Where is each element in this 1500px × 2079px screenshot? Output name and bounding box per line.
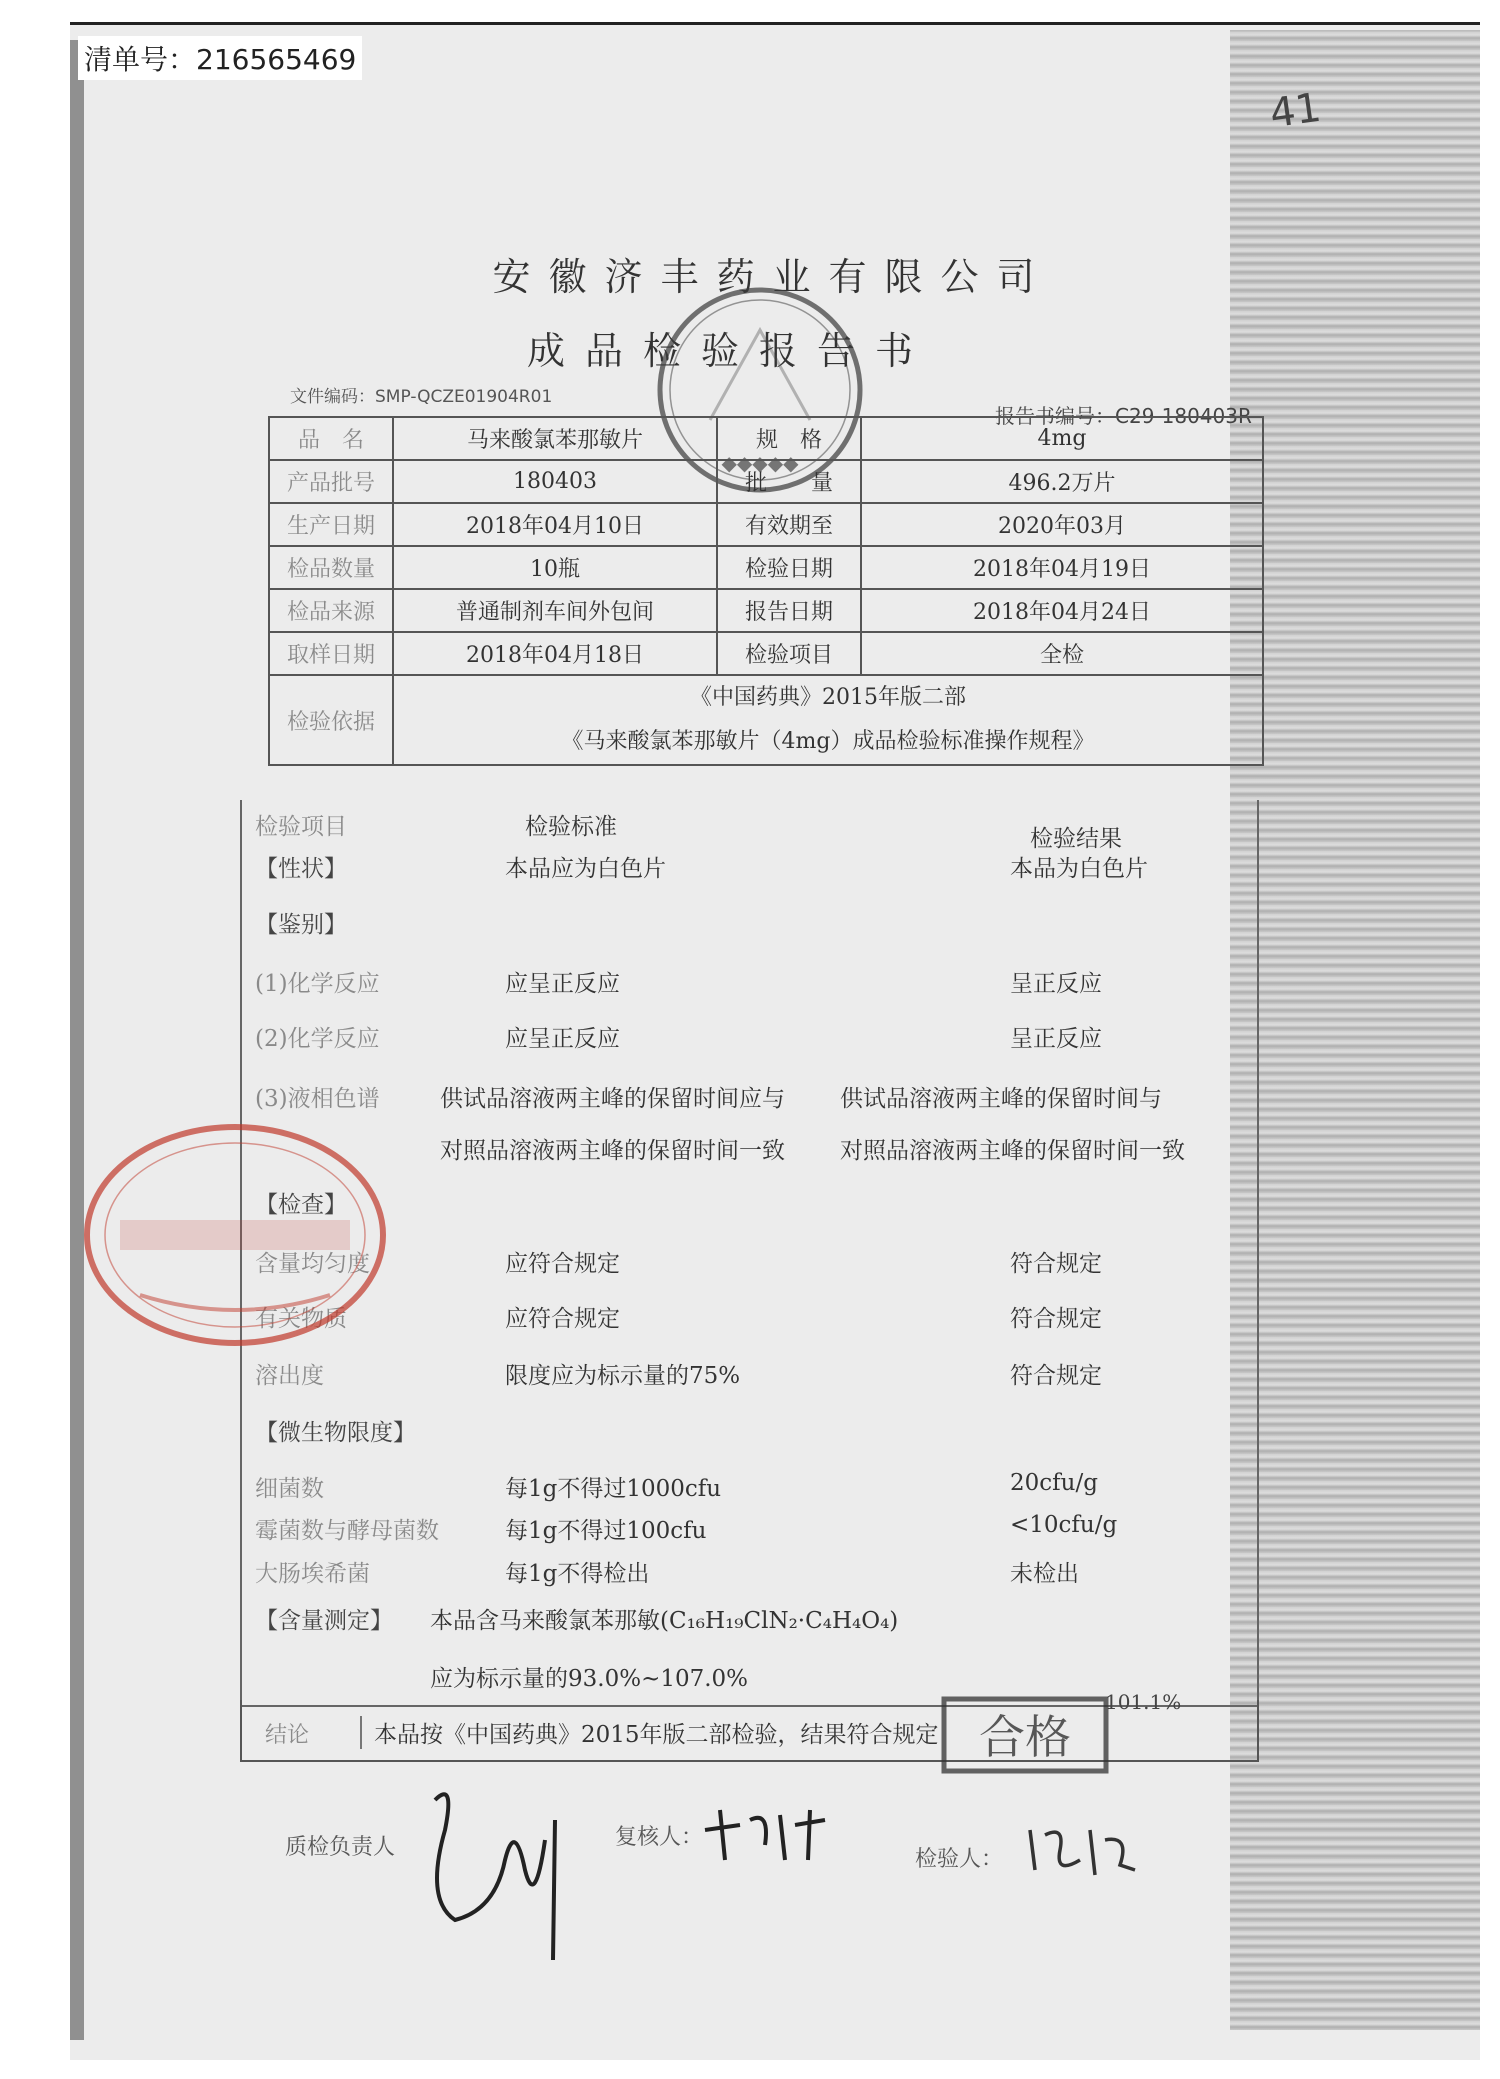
- value-batch: 180403: [393, 460, 717, 503]
- test-item: 【含量测定】: [255, 1608, 393, 1634]
- content-result: 101.1%: [1105, 1690, 1182, 1714]
- conclusion-text: 本品按《中国药典》2015年版二部检验，结果符合规定: [360, 1716, 1024, 1749]
- report-number: 报告书编号：C29-180403R: [995, 404, 1252, 428]
- test-result: <10cfu/g: [1010, 1512, 1118, 1538]
- value-test-basis: [393, 675, 1263, 765]
- test-result: 符合规定: [1010, 1251, 1102, 1277]
- test-item: 溶出度: [255, 1363, 324, 1389]
- red-quality-seal: [80, 1120, 390, 1350]
- test-item: (3)液相色谱: [255, 1086, 380, 1112]
- test-result: 符合规定: [1010, 1363, 1102, 1389]
- value-expiry: 2020年03月: [861, 503, 1263, 546]
- test-row: [0, 1414, 1500, 1454]
- test-basis-line-2: 《马来酸氯苯那敏片（4mg）成品检验标准操作规程》: [561, 729, 1095, 754]
- reviewer-label: 复核人：: [615, 1825, 704, 1850]
- test-item: 细菌数: [255, 1476, 324, 1502]
- value-spec: 4mg: [861, 417, 1263, 460]
- test-result: 呈正反应: [1010, 971, 1102, 997]
- qualified-stamp: [940, 1695, 1110, 1775]
- test-item: 含量均匀度: [255, 1251, 370, 1277]
- test-item: 【检查】: [255, 1192, 347, 1218]
- test-row: [0, 1660, 1500, 1700]
- test-standard: 应符合规定: [505, 1251, 620, 1277]
- label-product: 品 名: [269, 417, 393, 460]
- test-row: [0, 906, 1500, 946]
- test-item: 霉菌数与酵母菌数: [255, 1518, 439, 1544]
- list-number: 清单号：216565469: [78, 36, 362, 80]
- test-item: 【性状】: [255, 856, 347, 882]
- report-title: 成品检验报告书: [526, 329, 933, 373]
- value-product: 马来酸氯苯那敏片: [393, 417, 717, 460]
- qa-head-signature: [415, 1760, 585, 1970]
- test-item: (1)化学反应: [255, 971, 380, 997]
- value-test-date: 2018年04月19日: [861, 546, 1263, 589]
- test-result: 呈正反应: [1010, 1026, 1102, 1052]
- test-standard: 限度应为标示量的75%: [505, 1363, 741, 1389]
- inspector-signature: [1020, 1820, 1140, 1880]
- test-standard: 应呈正反应: [505, 971, 620, 997]
- qualified-stamp-text: 合格: [979, 1710, 1071, 1764]
- label-quantity: 批 量: [717, 460, 861, 503]
- value-test-item: 全检: [861, 632, 1263, 675]
- value-production-date: 2018年04月10日: [393, 503, 717, 546]
- test-item: 【鉴别】: [255, 912, 347, 938]
- column-standard: 检验标准: [525, 814, 617, 840]
- reviewer-signature: [700, 1800, 830, 1870]
- report-info-table: [268, 416, 1264, 766]
- test-result: 未检出: [1010, 1561, 1079, 1587]
- test-row: [0, 1555, 1500, 1595]
- label-batch: 产品批号: [269, 460, 393, 503]
- test-result: 符合规定: [1010, 1306, 1102, 1332]
- test-basis-line-1: 《中国药典》2015年版二部: [690, 685, 966, 710]
- test-row: [0, 1080, 1500, 1120]
- test-item: 有关物质: [255, 1306, 347, 1332]
- test-standard: 每1g不得检出: [505, 1561, 650, 1587]
- label-sampling-date: 取样日期: [269, 632, 393, 675]
- company-name: 安徽济丰药业有限公司: [492, 255, 1053, 299]
- test-standard: 应呈正反应: [505, 1026, 620, 1052]
- test-item: 【微生物限度】: [255, 1420, 416, 1446]
- document-code: 文件编码：SMP-QCZE01904R01: [290, 387, 553, 407]
- test-standard: 本品应为白色片: [505, 856, 666, 882]
- label-spec: 规 格: [717, 417, 861, 460]
- column-result: 检验结果: [1030, 826, 1122, 852]
- value-quantity: 496.2万片: [861, 460, 1263, 503]
- test-row: [0, 1512, 1500, 1552]
- test-standard: 本品含马来酸氯苯那敏(C₁₆H₁₉ClN₂·C₄H₄O₄): [430, 1608, 899, 1634]
- label-expiry: 有效期至: [717, 503, 861, 546]
- test-standard: 对照品溶液两主峰的保留时间一致: [440, 1138, 785, 1164]
- test-row: [0, 1020, 1500, 1060]
- test-standard: 供试品溶液两主峰的保留时间应与: [440, 1086, 785, 1112]
- test-standard: 每1g不得过100cfu: [505, 1518, 707, 1544]
- test-standard: 应为标示量的93.0%~107.0%: [430, 1666, 749, 1692]
- label-sample-quantity: 检品数量: [269, 546, 393, 589]
- label-test-basis: 检验依据: [269, 675, 393, 765]
- label-test-date: 检验日期: [717, 546, 861, 589]
- label-production-date: 生产日期: [269, 503, 393, 546]
- test-result: 20cfu/g: [1010, 1470, 1098, 1496]
- value-sampling-date: 2018年04月18日: [393, 632, 717, 675]
- value-sample-source: 普通制剂车间外包间: [393, 589, 717, 632]
- tests-header: [0, 808, 1500, 852]
- svg-text:◆◆◆◆◆: ◆◆◆◆◆: [721, 451, 799, 475]
- test-row: [0, 1470, 1500, 1510]
- value-report-date: 2018年04月24日: [861, 589, 1263, 632]
- test-item: 大肠埃希菌: [255, 1561, 370, 1587]
- test-result: 供试品溶液两主峰的保留时间与: [840, 1086, 1162, 1112]
- test-result: 本品为白色片: [1010, 856, 1148, 882]
- test-row: [0, 850, 1500, 890]
- handwritten-page-mark: 41: [1267, 84, 1324, 138]
- test-row: [0, 1357, 1500, 1397]
- conclusion-label: 结论: [265, 1723, 310, 1748]
- value-sample-quantity: 10瓶: [393, 546, 717, 589]
- label-sample-source: 检品来源: [269, 589, 393, 632]
- column-test-item: 检验项目: [255, 814, 347, 840]
- qa-head-label: 质检负责人: [285, 1835, 396, 1860]
- test-standard: 应符合规定: [505, 1306, 620, 1332]
- inspector-label: 检验人：: [915, 1847, 1004, 1872]
- test-row: [0, 1602, 1500, 1642]
- test-standard: 每1g不得过1000cfu: [505, 1476, 722, 1502]
- test-result: 对照品溶液两主峰的保留时间一致: [840, 1138, 1185, 1164]
- label-test-item: 检验项目: [717, 632, 861, 675]
- label-report-date: 报告日期: [717, 589, 861, 632]
- test-item: (2)化学反应: [255, 1026, 380, 1052]
- test-row: [0, 965, 1500, 1005]
